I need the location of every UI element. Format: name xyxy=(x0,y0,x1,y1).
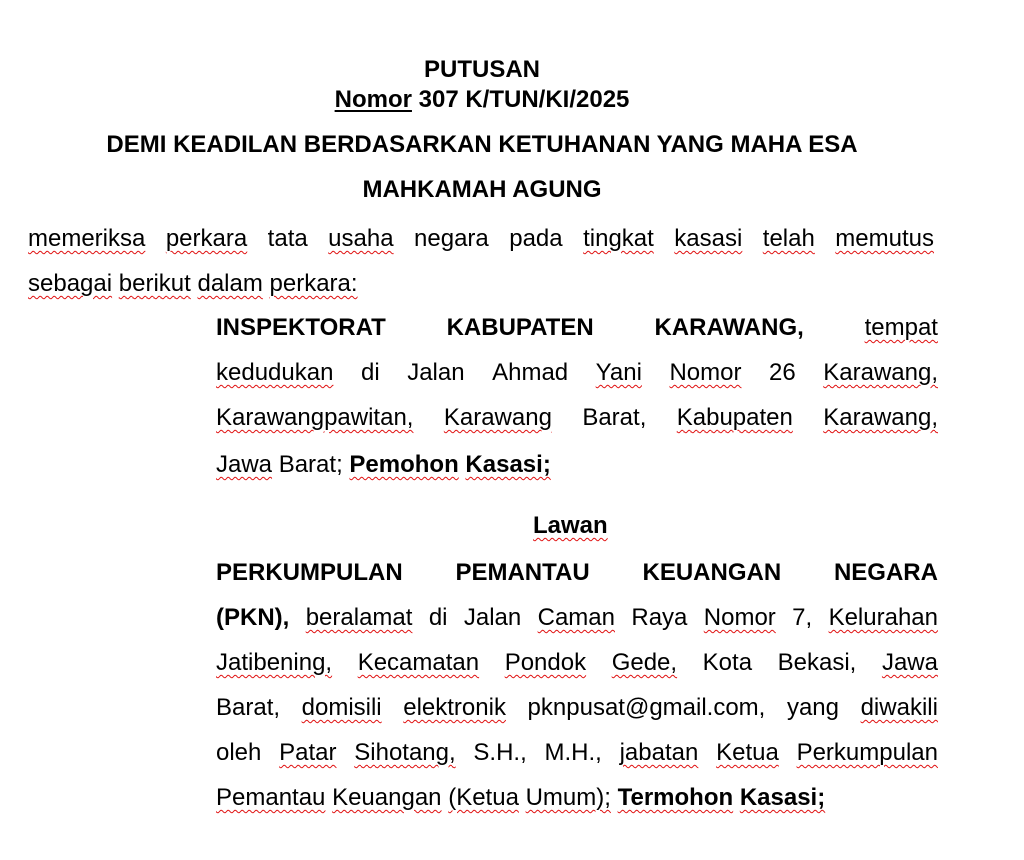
word: PERKUMPULAN xyxy=(216,559,403,586)
word: dalam xyxy=(197,270,263,297)
word: tingkat xyxy=(583,225,654,252)
word: telah xyxy=(762,225,815,252)
word: Kecamatan xyxy=(357,649,480,676)
versus-label xyxy=(533,511,608,541)
word: Karawang xyxy=(443,404,552,431)
word: Jawa xyxy=(881,649,938,676)
word: KABUPATEN xyxy=(446,314,594,341)
word: 26 xyxy=(769,359,796,386)
word: Raya xyxy=(631,604,688,631)
word: Karawang, xyxy=(823,359,938,386)
party1-line-3 xyxy=(216,403,938,433)
word: KEUANGAN xyxy=(642,559,782,586)
word: Kelurahan xyxy=(828,604,938,631)
word: Kabupaten xyxy=(676,404,793,431)
word: 7, xyxy=(792,604,813,631)
word: S.H., xyxy=(473,739,527,766)
word: jabatan xyxy=(619,739,699,766)
word: di xyxy=(428,604,448,631)
decision-number xyxy=(0,85,964,115)
word: sebagai xyxy=(28,270,113,297)
word: diwakili xyxy=(860,694,938,721)
word: Nomor xyxy=(703,604,776,631)
party1-role: Kasasi; xyxy=(465,451,551,478)
word: Jalan xyxy=(407,359,465,386)
word: di xyxy=(360,359,380,386)
word: Gede, xyxy=(611,649,678,676)
word: domisili xyxy=(301,694,382,721)
word: Jawa xyxy=(216,451,273,478)
word: tempat xyxy=(864,314,938,341)
intro-line-2 xyxy=(28,269,358,299)
word: kedudukan xyxy=(216,359,334,386)
word: perkara: xyxy=(269,270,358,297)
word: Barat; xyxy=(272,451,350,478)
party1-role: Pemohon xyxy=(349,451,459,478)
word: berikut xyxy=(118,270,191,297)
word: memeriksa xyxy=(28,225,146,252)
title-text: PUTUSAN xyxy=(423,56,540,83)
number-value: 307 K/TUN/KI/2025 xyxy=(411,86,630,113)
word: Pondok xyxy=(504,649,587,676)
word: Sihotang, xyxy=(354,739,456,766)
word: negara xyxy=(414,225,489,252)
word: Bekasi, xyxy=(777,649,857,676)
word: Nomor xyxy=(669,359,742,386)
word: tata xyxy=(267,225,308,252)
word: Karawang, xyxy=(823,404,938,431)
document-title xyxy=(0,55,964,85)
party2-line-1 xyxy=(216,558,938,588)
word: beralamat xyxy=(305,604,413,631)
word: Ahmad xyxy=(492,359,569,386)
word: Pemantau xyxy=(216,784,326,811)
word: Keuangan xyxy=(332,784,442,811)
word: Umum); xyxy=(525,784,611,811)
court-text: MAHKAMAH AGUNG xyxy=(362,176,602,203)
party1-line-1 xyxy=(216,313,938,343)
word: usaha xyxy=(328,225,394,252)
court-heading xyxy=(0,175,964,205)
word: Ketua xyxy=(716,739,779,766)
word: NEGARA xyxy=(833,559,938,586)
email-text: pknpusat@gmail.com, xyxy=(527,694,766,721)
party1-line-4 xyxy=(216,450,551,480)
invocation-heading xyxy=(0,130,964,160)
word: Jatibening, xyxy=(216,649,333,676)
intro-line-1 xyxy=(28,224,934,254)
word: INSPEKTORAT xyxy=(216,314,386,341)
word: kasasi xyxy=(674,225,743,252)
invocation-text: DEMI KEADILAN BERDASARKAN KETUHANAN YANG MAHA ESA xyxy=(106,131,858,158)
word: KARAWANG, xyxy=(654,314,804,341)
word: (Ketua xyxy=(448,784,519,811)
party2-line-4 xyxy=(216,693,938,723)
party2-line-2 xyxy=(216,603,938,633)
number-label: Nomor xyxy=(334,86,412,113)
word: PEMANTAU xyxy=(455,559,590,586)
word: Karawangpawitan, xyxy=(216,404,414,431)
word: Patar xyxy=(279,739,337,766)
party1-line-2 xyxy=(216,358,938,388)
word: (PKN), xyxy=(216,604,290,631)
word: Caman xyxy=(537,604,615,631)
party2-line-5 xyxy=(216,738,938,768)
word: Jalan xyxy=(463,604,522,631)
word: M.H., xyxy=(544,739,602,766)
party2-role: Termohon xyxy=(617,784,734,811)
word: Kota xyxy=(702,649,753,676)
word: perkara xyxy=(165,225,248,252)
word: yang xyxy=(786,694,839,721)
word: pada xyxy=(509,225,563,252)
word: Barat, xyxy=(216,694,281,721)
word: Perkumpulan xyxy=(796,739,938,766)
word: memutus xyxy=(835,225,934,252)
party2-role: Kasasi; xyxy=(739,784,826,811)
word: elektronik xyxy=(403,694,506,721)
party2-line-6 xyxy=(216,783,825,813)
word: oleh xyxy=(216,739,262,766)
word: Yani xyxy=(595,359,642,386)
party2-line-3 xyxy=(216,648,938,678)
versus-text: Lawan xyxy=(533,512,608,539)
word: Barat, xyxy=(582,404,647,431)
